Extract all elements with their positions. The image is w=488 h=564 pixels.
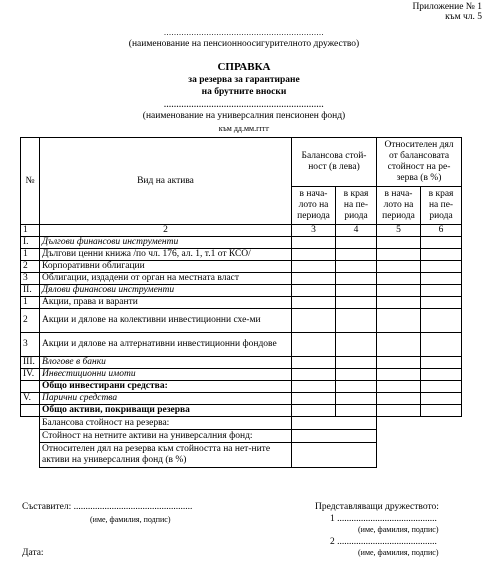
table-row [21, 357, 462, 369]
representative-2-caption: (име, фамилия, подпис) [358, 548, 439, 557]
header-balance-end: в края на пе-риода [336, 187, 377, 225]
reserve-table [20, 137, 462, 468]
row-label: Дългови финансови инструменти [40, 237, 292, 249]
value-cell[interactable] [292, 249, 336, 261]
value-cell[interactable] [336, 309, 377, 333]
value-cell[interactable] [292, 297, 336, 309]
value-cell[interactable] [292, 430, 377, 443]
extra-row-net-assets [21, 430, 462, 443]
appendix-header [412, 2, 482, 22]
value-cell[interactable] [421, 309, 462, 333]
row-label: Акции, права и варанти [40, 297, 292, 309]
row-number: III. [21, 357, 40, 369]
value-cell[interactable] [336, 285, 377, 297]
row-number: 3 [21, 273, 40, 285]
value-cell[interactable] [377, 237, 421, 249]
value-cell[interactable] [377, 405, 421, 417]
row-number: II. [21, 285, 40, 297]
row-label: Корпоративни облигации [40, 261, 292, 273]
table-row [21, 393, 462, 405]
value-cell[interactable] [421, 369, 462, 381]
value-cell[interactable] [292, 417, 377, 430]
document-subtitle-2: на брутните вноски [201, 87, 287, 97]
value-cell[interactable] [377, 285, 421, 297]
company-caption: (наименование на пенсионноосигурителното дружество) [128, 39, 360, 49]
extra-label: Относителен дял на резерва към стойността на нет-ните активи на универсалния фонд (в %) [40, 443, 292, 468]
row-number: V. [21, 393, 40, 405]
value-cell[interactable] [336, 273, 377, 285]
column-number: 1 [21, 225, 40, 237]
value-cell[interactable] [292, 237, 336, 249]
value-cell[interactable] [292, 443, 377, 468]
representative-1-line: 1 .......................................... [330, 514, 437, 524]
representatives-label: Представляващи дружеството: [315, 502, 439, 512]
value-cell[interactable] [292, 381, 336, 393]
table-row [21, 381, 462, 393]
value-cell[interactable] [292, 405, 336, 417]
row-label: Акции и дялове на колективни инвестиционни схе-ми [40, 309, 292, 333]
row-number: 2 [21, 309, 40, 333]
column-numbers-row [21, 225, 462, 237]
value-cell[interactable] [292, 369, 336, 381]
value-cell[interactable] [377, 273, 421, 285]
value-cell[interactable] [421, 273, 462, 285]
value-cell[interactable] [421, 261, 462, 273]
row-label: Инвестиционни имоти [40, 369, 292, 381]
row-number [21, 405, 40, 417]
document-title: СПРАВКА [217, 61, 271, 73]
header-relative-share: Относителен дял от балансовата стойност на ре-зерва (в %) [377, 138, 462, 187]
row-number: 1 [21, 249, 40, 261]
value-cell[interactable] [377, 249, 421, 261]
value-cell[interactable] [421, 381, 462, 393]
row-label: Дългови ценни книжа /по чл. 176, ал. 1, т.1 от КСО/ [40, 249, 292, 261]
row-label: Облигации, издадени от орган на местната власт [40, 273, 292, 285]
appendix-article: към чл. 5 [445, 12, 482, 22]
value-cell[interactable] [377, 309, 421, 333]
column-number: 5 [377, 225, 421, 237]
fund-caption: (наименование на универсалния пенсионен фонд) [142, 111, 346, 121]
header-share-end: в края на пе-риода [421, 187, 462, 225]
table-row [21, 249, 462, 261]
row-number [21, 381, 40, 393]
header-balance-start: в нача-лото на периода [292, 187, 336, 225]
table-row [21, 261, 462, 273]
row-number: 3 [21, 333, 40, 357]
compiler-caption: (име, фамилия, подпис) [90, 515, 171, 524]
table-row [21, 309, 462, 333]
extra-label: Балансова стойност на резерва: [40, 417, 292, 430]
value-cell[interactable] [336, 393, 377, 405]
value-cell[interactable] [292, 273, 336, 285]
row-label: Влогове в банки [40, 357, 292, 369]
table-row [21, 333, 462, 357]
value-cell[interactable] [421, 357, 462, 369]
value-cell[interactable] [336, 405, 377, 417]
value-cell[interactable] [421, 297, 462, 309]
value-cell[interactable] [336, 333, 377, 357]
value-cell[interactable] [377, 369, 421, 381]
value-cell[interactable] [377, 357, 421, 369]
value-cell[interactable] [421, 393, 462, 405]
column-number: 4 [336, 225, 377, 237]
header-share-start: в нача-лото на периода [377, 187, 421, 225]
row-number: I. [21, 237, 40, 249]
value-cell[interactable] [421, 333, 462, 357]
extra-row-relative-share [21, 443, 462, 468]
row-label: Общо инвестирани средства: [40, 381, 292, 393]
value-cell[interactable] [336, 369, 377, 381]
header-balance-value: Балансова стой-ност (в лева) [292, 138, 377, 187]
fund-name-line: ................................................................ [164, 100, 324, 109]
value-cell[interactable] [292, 357, 336, 369]
table-row [21, 237, 462, 249]
representative-1-caption: (име, фамилия, подпис) [358, 525, 439, 534]
compiler-label: Съставител: .................................................. [22, 502, 193, 512]
column-number: 6 [421, 225, 462, 237]
row-label: Акции и дялове на алтернативни инвестиционни фондове [40, 333, 292, 357]
value-cell[interactable] [336, 237, 377, 249]
value-cell[interactable] [336, 357, 377, 369]
value-cell[interactable] [421, 285, 462, 297]
value-cell[interactable] [292, 309, 336, 333]
value-cell[interactable] [292, 333, 336, 357]
value-cell[interactable] [421, 249, 462, 261]
row-number: 2 [21, 261, 40, 273]
value-cell[interactable] [336, 381, 377, 393]
value-cell[interactable] [292, 285, 336, 297]
value-cell[interactable] [336, 297, 377, 309]
date-label: Дата: [22, 548, 44, 558]
table-row [21, 273, 462, 285]
value-cell[interactable] [421, 405, 462, 417]
table-row [21, 405, 462, 417]
extra-label: Стойност на нетните активи на универсалния фонд: [40, 430, 292, 443]
header-asset-type: Вид на актива [40, 138, 292, 225]
value-cell[interactable] [421, 237, 462, 249]
value-cell[interactable] [377, 393, 421, 405]
company-name-line: ................................................................ [164, 28, 324, 37]
value-cell[interactable] [292, 393, 336, 405]
value-cell[interactable] [377, 261, 421, 273]
document-subtitle-1: за резерва за гарантиране [188, 75, 300, 85]
value-cell[interactable] [377, 297, 421, 309]
value-cell[interactable] [377, 333, 421, 357]
asset-rows [21, 237, 462, 417]
row-number: IV. [21, 369, 40, 381]
table-row [21, 297, 462, 309]
extra-row-balance [21, 417, 462, 430]
row-label: Общо активи, покриващи резерва [40, 405, 292, 417]
table-row [21, 285, 462, 297]
column-number: 2 [40, 225, 292, 237]
value-cell[interactable] [377, 381, 421, 393]
header-number: № [21, 138, 40, 225]
row-label: Парични средства [40, 393, 292, 405]
table-header-row [21, 138, 462, 187]
report-date-label: към дд.мм.гггг [218, 124, 270, 133]
value-cell[interactable] [336, 249, 377, 261]
row-label: Дялови финансови инструменти [40, 285, 292, 297]
representative-2-line: 2 .......................................... [330, 537, 437, 547]
table-row [21, 369, 462, 381]
value-cell[interactable] [336, 261, 377, 273]
value-cell[interactable] [292, 261, 336, 273]
appendix-number: Приложение № 1 [412, 2, 482, 12]
column-number: 3 [292, 225, 336, 237]
row-number: 1 [21, 297, 40, 309]
